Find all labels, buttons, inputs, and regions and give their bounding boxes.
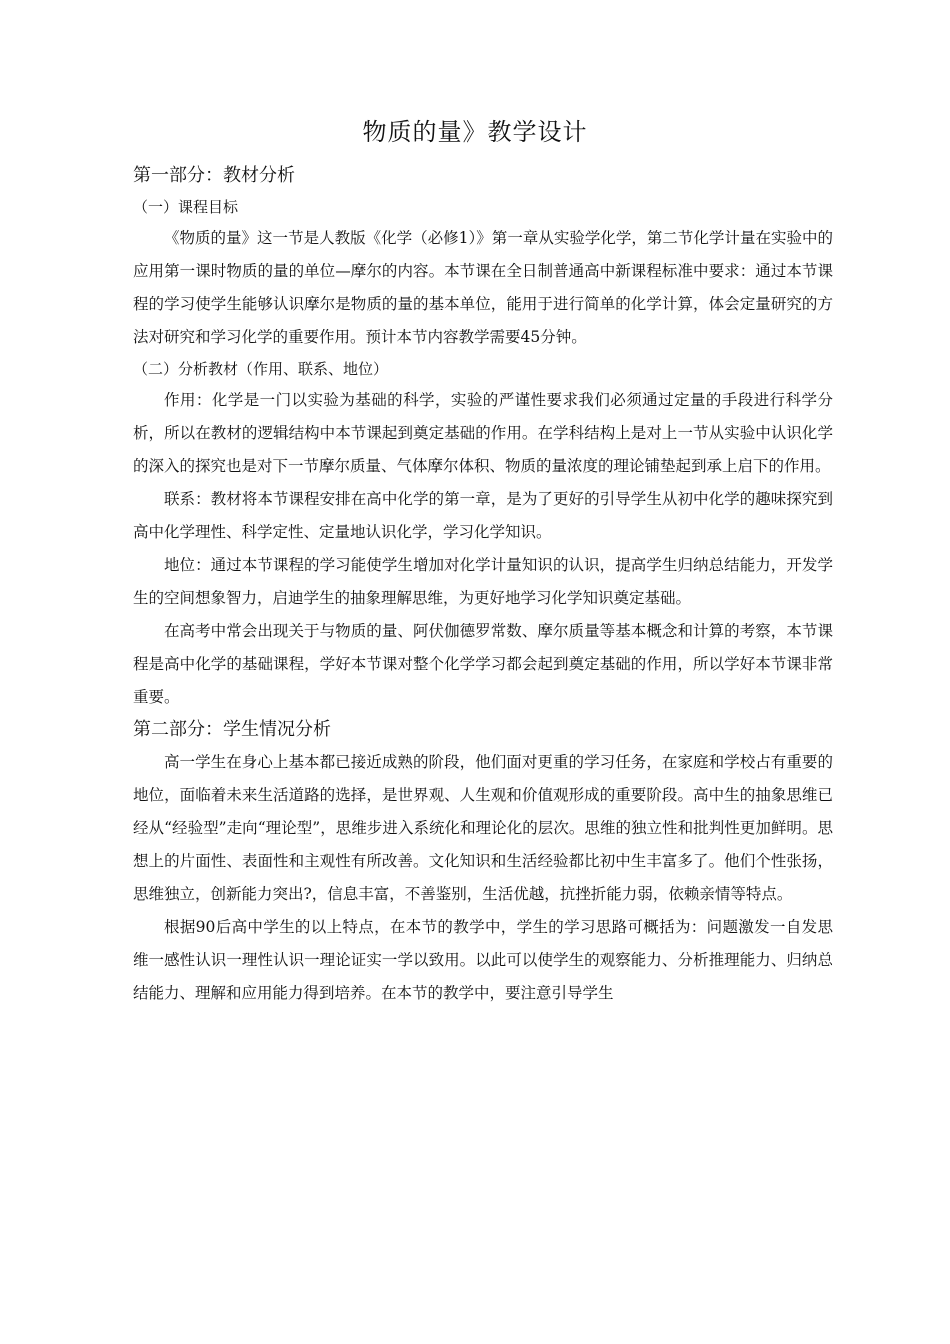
paragraph-course-goal: 《物质的量》这一节是人教版《化学（必修1）》第一章从实验学化学，第二节化学计量在实验中的应用第一课时物质的量的单位—摩尔的内容。本节课在全日制普通高中新课程标准中要求：通过本节课程的学习使学生能够认识摩尔是物质的量的基本单位，能用于进行简单的化学计算，体会定量研究的方法对研究和学习化学的重要作用。预计本节内容教学需要45分钟。 [133, 229, 833, 346]
paragraph-learning-path: 根据90后高中学生的以上特点，在本节的教学中，学生的学习思路可概括为：问题激发一自发思维一感性认识一理性认识一理论证实一学以致用。以此可以使学生的观察能力、分析推理能力、归纳总结能力、理解和应用能力得到培养。在本节的教学中，要注意引导学生 [133, 918, 833, 1002]
subsection-heading-course-goal: （一）课程目标 [133, 198, 239, 216]
paragraph-exam: 在高考中常会出现关于与物质的量、阿伏伽德罗常数、摩尔质量等基本概念和计算的考察，本节课程是高中化学的基础课程，学好本节课对整个化学学习都会起到奠定基础的作用，所以学好本节课非常重要。 [133, 622, 833, 706]
section-heading-part1: 第一部分：教材分析 [133, 165, 295, 186]
paragraph-student-traits: 高一学生在身心上基本都已接近成熟的阶段，他们面对更重的学习任务，在家庭和学校占有重要的地位，面临着未来生活道路的选择，是世界观、人生观和价值观形成的重要阶段。高中生的抽象思维已经从“经验型”走向“理论型”，思维步进入系统化和理论化的层次。思维的独立性和批判性更加鲜明。思想上的片面性、表面性和主观性有所改善。文化知识和生活经验都比初中生丰富多了。他们个性张扬，思维独立，创新能力突出?，信息丰富，不善鉴别，生活优越，抗挫折能力弱，依赖亲情等特点。 [133, 753, 833, 903]
subsection-heading-textbook-analysis: （二）分析教材（作用、联系、地位） [133, 360, 389, 378]
document-body [133, 160, 833, 1010]
paragraph-status: 地位：通过本节课程的学习能使学生增加对化学计量知识的认识，提高学生归纳总结能力，开发学生的空间想象智力，启迪学生的抽象理解思维，为更好地学习化学知识奠定基础。 [133, 556, 833, 607]
section-heading-part2: 第二部分：学生情况分析 [133, 719, 331, 740]
document-title: 物质的量》教学设计 [362, 118, 588, 146]
paragraph-role: 作用：化学是一门以实验为基础的科学，实验的严谨性要求我们必须通过定量的手段进行科学分析，所以在教材的逻辑结构中本节课起到奠定基础的作用。在学科结构上是对上一节从实验中认识化学的深入的探究也是对下一节摩尔质量、气体摩尔体积、物质的量浓度的理论铺垫起到承上启下的作用。 [133, 391, 833, 475]
paragraph-connection: 联系：教材将本节课程安排在高中化学的第一章，是为了更好的引导学生从初中化学的趣味探究到高中化学理性、科学定性、定量地认识化学，学习化学知识。 [133, 490, 833, 541]
